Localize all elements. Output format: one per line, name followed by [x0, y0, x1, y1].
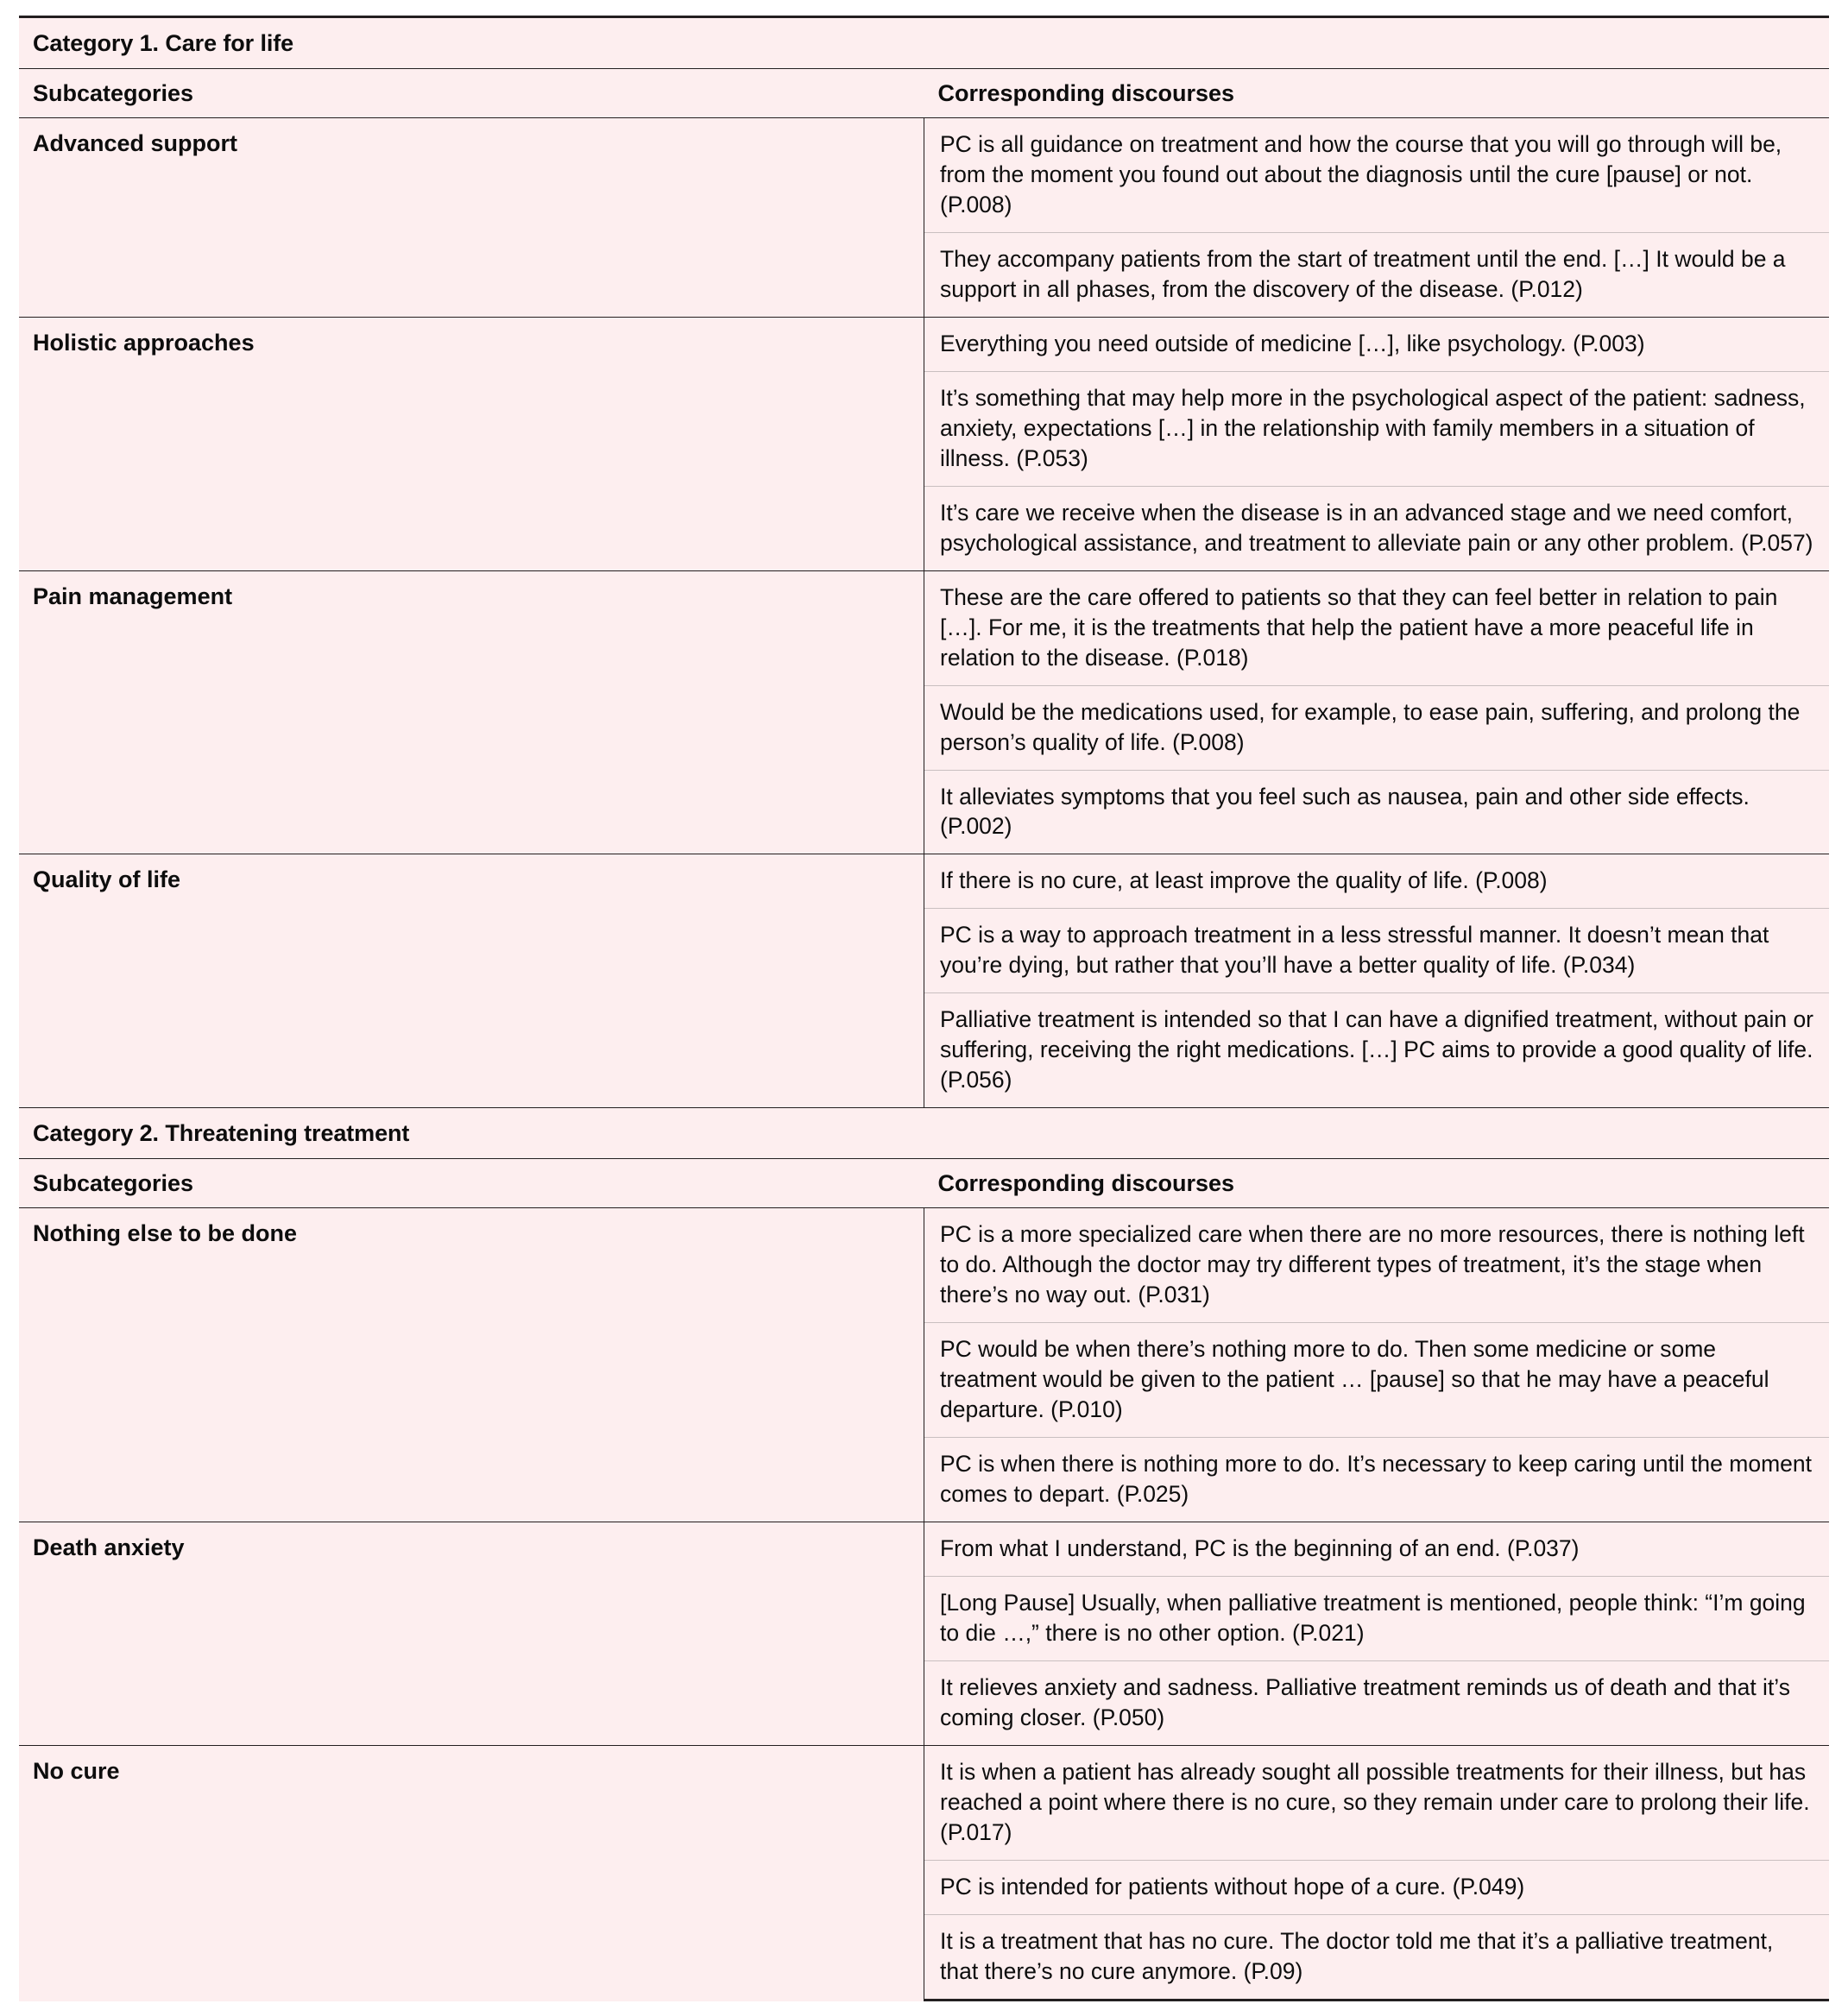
discourse-quote: It alleviates symptoms that you feel such as nausea, pain and other side effects. (P.002) [924, 770, 1830, 854]
subcategory-label: Nothing else to be done [19, 1208, 924, 1522]
discourse-quote: It relieves anxiety and sadness. Palliative treatment reminds us of death and that it’s coming closer. (P.050) [924, 1660, 1830, 1745]
table-row [19, 118, 1829, 233]
discourse-quote: It is when a patient has already sought all possible treatments for their illness, but has reached a point where there is no cure, so they remain under care to prolong their life. (P.017) [924, 1745, 1830, 1860]
discourse-quote: Would be the medications used, for example, to ease pain, suffering, and prolong the person’s quality of life. (P.008) [924, 685, 1830, 770]
discourse-quote: From what I understand, PC is the beginning of an end. (P.037) [924, 1522, 1830, 1577]
discourse-quote: It’s something that may help more in the psychological aspect of the patient: sadness, anxiety, expectations […] in the relationship with family members in a situation of illness. (P.053) [924, 371, 1830, 486]
table-row [19, 570, 1829, 685]
table-row [19, 854, 1829, 909]
discourse-quote: PC is all guidance on treatment and how the course that you will go through will be, from the moment you found out about the diagnosis until the cure [pause] or not. (P.008) [924, 118, 1830, 233]
table-row [19, 1208, 1829, 1323]
subcategory-label: Pain management [19, 570, 924, 854]
discourse-quote: PC is when there is nothing more to do. It’s necessary to keep caring until the moment comes to depart. (P.025) [924, 1438, 1830, 1522]
discourse-quote: They accompany patients from the start of treatment until the end. […] It would be a support in all phases, from the discovery of the disease. (P.012) [924, 232, 1830, 317]
discourse-quote: Palliative treatment is intended so that I can have a dignified treatment, without pain or suffering, receiving the right medications. […] PC aims to provide a good quality of life. (P.056) [924, 993, 1830, 1108]
category-title-row [19, 17, 1829, 69]
table-row [19, 1745, 1829, 1860]
subcategory-label: Death anxiety [19, 1522, 924, 1746]
subcategory-label: Holistic approaches [19, 317, 924, 570]
table-row [19, 1522, 1829, 1577]
discourse-quote: [Long Pause] Usually, when palliative treatment is mentioned, people think: “I’m going to die …,” there is no other option. (P.021) [924, 1576, 1830, 1660]
column-header-row [19, 69, 1829, 118]
discourse-quote: PC is a way to approach treatment in a less stressful manner. It doesn’t mean that you’re dying, but rather that you’ll have a better quality of life. (P.034) [924, 909, 1830, 993]
subcategory-label: Advanced support [19, 118, 924, 318]
table-body [19, 17, 1829, 2001]
column-header-discourses: Corresponding discourses [924, 69, 1830, 118]
qualitative-results-table [19, 16, 1829, 2001]
column-header-row [19, 1159, 1829, 1208]
subcategory-label: No cure [19, 1745, 924, 2000]
table-row [19, 317, 1829, 371]
discourse-quote: PC is intended for patients without hope of a cure. (P.049) [924, 1860, 1830, 1914]
discourse-quote: PC would be when there’s nothing more to do. Then some medicine or some treatment would be given to the patient … [pause] so that he may have a peaceful departure. (P.010) [924, 1323, 1830, 1438]
column-header-subcategories: Subcategories [19, 69, 924, 118]
discourse-quote: Everything you need outside of medicine […], like psychology. (P.003) [924, 317, 1830, 371]
discourse-quote: If there is no cure, at least improve the quality of life. (P.008) [924, 854, 1830, 909]
column-header-subcategories: Subcategories [19, 1159, 924, 1208]
category-title: Category 1. Care for life [19, 17, 1829, 69]
discourse-quote: PC is a more specialized care when there are no more resources, there is nothing left to do. Although the doctor may try different types of treatment, it’s the stage when there’s no way out. (P.031) [924, 1208, 1830, 1323]
discourse-quote: It’s care we receive when the disease is in an advanced stage and we need comfort, psychological assistance, and treatment to alleviate pain or any other problem. (P.057) [924, 486, 1830, 570]
discourse-quote: It is a treatment that has no cure. The doctor told me that it’s a palliative treatment, that there’s no cure anymore. (P.09) [924, 1914, 1830, 2000]
subcategory-label: Quality of life [19, 854, 924, 1108]
category-title: Category 2. Threatening treatment [19, 1108, 1829, 1159]
category-title-row [19, 1108, 1829, 1159]
discourse-quote: These are the care offered to patients so that they can feel better in relation to pain […]. For me, it is the treatments that help the patient have a more peaceful life in relation to the disease. (P.018) [924, 570, 1830, 685]
column-header-discourses: Corresponding discourses [924, 1159, 1830, 1208]
